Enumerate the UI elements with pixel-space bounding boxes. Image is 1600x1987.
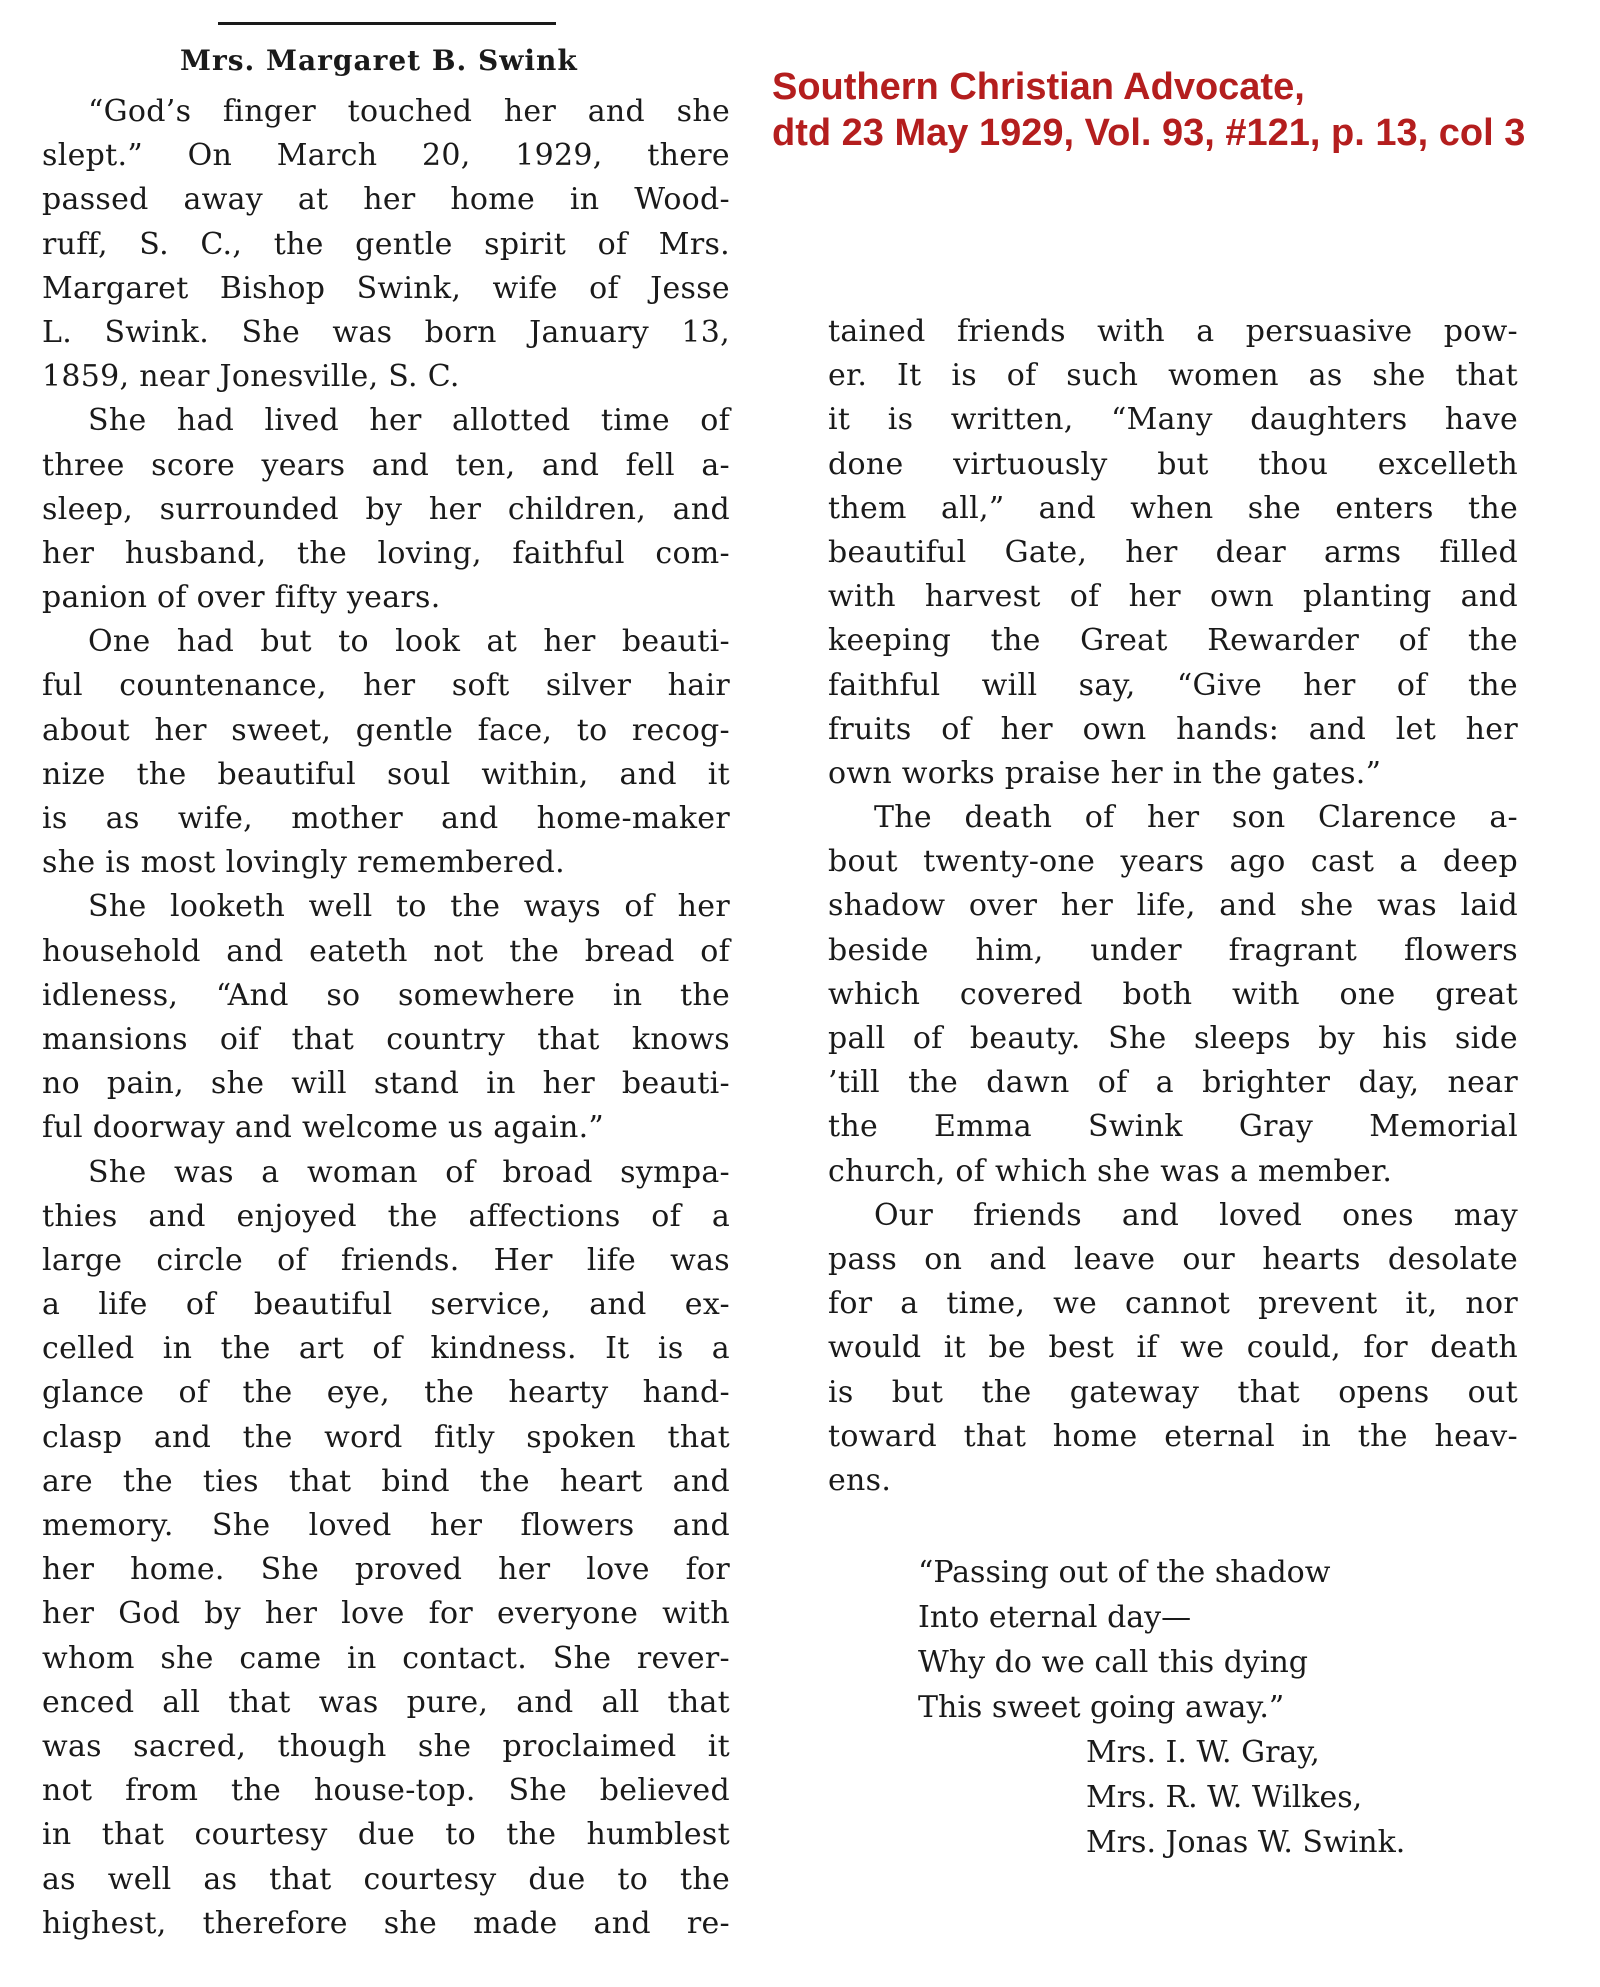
right-column-line: The death of her son Clarence a- [874,800,1518,836]
left-column-line: whom she came in contact. She rever- [42,1640,730,1676]
right-column-line: beautiful Gate, her dear arms filled [828,534,1518,570]
left-column-line: One had but to look at her beauti- [88,624,730,660]
right-column-line: ’till the dawn of a brighter day, near [828,1065,1518,1101]
left-column-line: 1859, near Jonesville, S. C. [42,359,460,395]
left-column-line: thies and enjoyed the affections of a [42,1198,730,1234]
left-column-line: She looketh well to the ways of her [88,889,730,925]
left-column-line: no pain, she will stand in her beauti- [42,1066,730,1102]
citation-line-2: dtd 23 May 1929, Vol. 93, #121, p. 13, col 3 [772,112,1526,154]
left-column-line: a life of beautiful service, and ex- [42,1287,730,1323]
right-column-line: pass on and leave our hearts desolate [828,1241,1518,1277]
left-column-line: she is most lovingly remembered. [42,845,565,881]
left-column-line: nize the beautiful soul within, and it [42,756,730,792]
right-column-line: done virtuously but thou excelleth [828,446,1518,482]
left-column-line: She was a woman of broad sympa- [88,1154,730,1190]
right-column-line: own works praise her in the gates.” [828,755,1382,791]
left-column-line: passed away at her home in Wood- [42,182,730,218]
left-column-line: “God’s finger touched her and she [88,94,730,129]
left-column-line: three score years and ten, and fell a- [42,447,730,483]
right-column-line: them all,” and when she enters the [828,490,1518,526]
left-column-line: glance of the eye, the hearty hand- [42,1375,730,1411]
top-rule [218,22,556,25]
left-column-line: She had lived her allotted time of [88,403,730,439]
left-column-line: memory. She loved her flowers and [42,1508,730,1543]
left-column-line: idleness, “And so somewhere in the [42,977,730,1013]
source-citation [772,64,1525,156]
right-column-line: pall of beauty. She sleeps by his side [828,1021,1518,1056]
signature-line: Mrs. Jonas W. Swink. [1086,1825,1406,1860]
left-column-line: not from the house-top. She believed [42,1773,730,1809]
signature-line: Mrs. I. W. Gray, [1086,1735,1320,1770]
obituary-title: Mrs. Margaret B. Swink [180,44,578,77]
left-column-line: her God by her love for everyone with [42,1596,730,1632]
poem-line: This sweet going away.” [918,1690,1285,1725]
left-column-line: celled in the art of kindness. It is a [42,1331,730,1367]
right-column-line: faithful will say, “Give her of the [828,667,1518,703]
left-column-line: clasp and the word fitly spoken that [42,1419,730,1455]
left-column-line: her home. She proved her love for [42,1552,730,1588]
right-column-line: is but the gateway that opens out [828,1374,1518,1410]
left-column-line: was sacred, though she proclaimed it [42,1728,730,1764]
right-column-line: Our friends and loved ones may [874,1197,1518,1233]
signatures-block [1086,1730,1405,1865]
citation-line-1: Southern Christian Advocate, [772,66,1305,108]
signature-line: Mrs. R. W. Wilkes, [1086,1780,1363,1815]
left-column-line: enced all that was pure, and all that [42,1684,730,1720]
left-column-line: ruff, S. C., the gentle spirit of Mrs. [42,226,730,262]
poem-line: Why do we call this dying [918,1645,1308,1680]
right-column [828,310,1518,1503]
left-column-line: sleep, surrounded by her children, and [42,491,730,527]
right-column-line: ens. [828,1462,892,1498]
right-column-line: would it be best if we could, for death [828,1330,1518,1366]
left-column-line: slept.” On March 20, 1929, there [42,138,730,174]
right-column-line: the Emma Swink Gray Memorial [828,1109,1518,1145]
poem-line: Into eternal day— [918,1600,1192,1635]
left-column-line: L. Swink. She was born January 13, [42,314,730,350]
right-column-line: it is written, “Many daughters have [828,402,1518,438]
right-column-line: church, of which she was a member. [828,1153,1393,1189]
right-column-line: tained friends with a persuasive pow- [828,314,1518,349]
right-column-line: shadow over her life, and she was laid [828,888,1518,924]
left-column-line: ful countenance, her soft silver hair [42,668,730,704]
right-column-line: keeping the Great Rewarder of the [828,623,1518,659]
left-column-line: Margaret Bishop Swink, wife of Jesse [42,270,730,306]
left-column-line: highest, therefore she made and re- [42,1905,730,1941]
right-column-line: toward that home eternal in the heav- [828,1418,1518,1454]
right-column-line: bout twenty-one years ago cast a deep [828,844,1518,880]
right-column-line: for a time, we cannot prevent it, nor [828,1286,1518,1322]
left-column-line: panion of over fifty years. [42,580,441,616]
right-column-line: which covered both with one great [828,976,1518,1012]
left-column-line: large circle of friends. Her life was [42,1242,730,1278]
right-column-line: er. It is of such women as she that [828,358,1518,394]
right-column-line: with harvest of her own planting and [828,579,1518,615]
left-column-line: as well as that courtesy due to the [42,1861,730,1897]
left-column [42,90,730,1946]
poem-line: “Passing out of the shadow [918,1555,1331,1590]
left-column-line: mansions oif that country that knows [42,1021,730,1057]
left-column-line: in that courtesy due to the humblest [42,1817,730,1853]
left-column-line: her husband, the loving, faithful com- [42,535,730,571]
right-column-line: fruits of her own hands: and let her [828,711,1518,747]
left-column-line: are the ties that bind the heart and [42,1463,730,1499]
closing-poem [918,1550,1330,1730]
left-column-line: is as wife, mother and home-maker [42,801,730,836]
left-column-line: about her sweet, gentle face, to recog- [42,712,730,748]
left-column-line: household and eateth not the bread of [42,933,730,969]
right-column-line: beside him, under fragrant flowers [828,932,1518,968]
left-column-line: ful doorway and welcome us again.” [42,1110,605,1146]
